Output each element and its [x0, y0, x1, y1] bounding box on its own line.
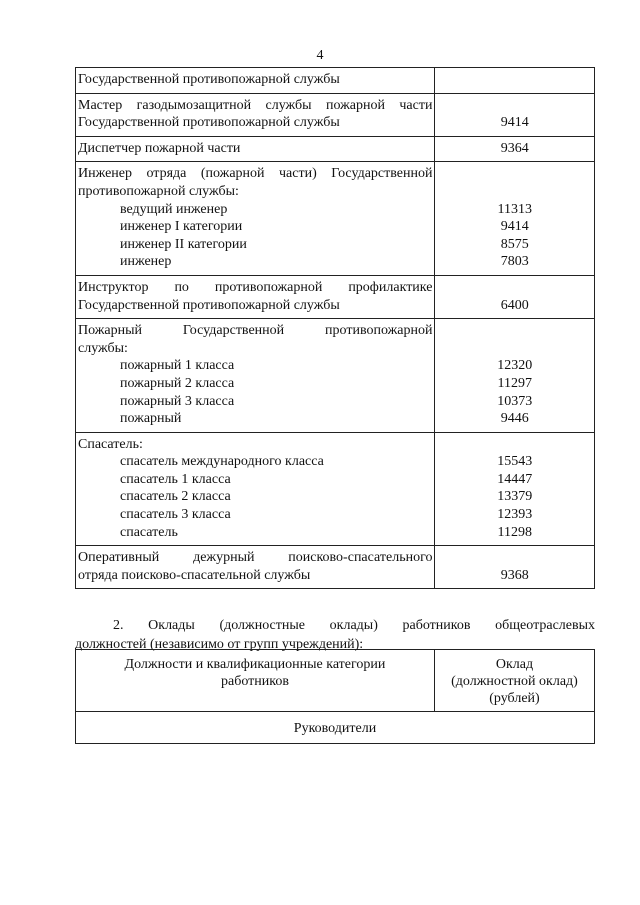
position-cell — [76, 319, 435, 433]
section-row — [76, 712, 595, 744]
position-title-line: отряда поисково-спасательной службы — [78, 567, 311, 583]
position-cell — [76, 162, 435, 276]
sub-position-label: пожарный 2 класса — [120, 375, 235, 391]
position-title-line: Инженер отряда (пожарной части) Государственной — [78, 166, 433, 182]
position-title-line: Инструктор по противопожарной профилактике — [78, 279, 433, 295]
section-2-intro-line-2: должностей (независимо от групп учреждений): — [75, 637, 364, 652]
salary-cell — [435, 432, 595, 546]
salary-cell — [435, 68, 595, 94]
position-title-line: Диспетчер пожарной части — [78, 140, 241, 156]
position-cell — [76, 432, 435, 546]
table-row — [76, 93, 595, 136]
general-positions-salary-table — [75, 649, 595, 744]
header-position-line-2: работников — [220, 674, 289, 689]
sub-position-label: спасатель — [120, 524, 178, 540]
salary-cell — [435, 546, 595, 589]
header-salary-line-3: (рублей) — [489, 691, 540, 706]
position-title-line: Мастер газодымозащитной службы пожарной части — [78, 97, 433, 113]
table-row — [76, 68, 595, 94]
position-title-line: Государственной противопожарной службы — [78, 72, 340, 87]
sub-position-label: инженер II категории — [120, 236, 247, 252]
position-title-line: Спасатель: — [78, 436, 143, 452]
position-title-line: службы: — [78, 340, 128, 356]
sub-position-label: инженер I категории — [120, 219, 243, 235]
salary-cell — [435, 275, 595, 318]
table-row — [76, 319, 595, 433]
salary-value: 9414 — [500, 115, 529, 131]
salary-value: 9364 — [500, 140, 529, 156]
sub-position-label: спасатель 3 класса — [120, 507, 231, 523]
salary-cell — [435, 93, 595, 136]
salary-value: 6400 — [500, 297, 529, 313]
salary-value: 8575 — [500, 236, 529, 252]
position-title-line: Государственной противопожарной службы — [78, 115, 340, 131]
position-title-line: Оперативный дежурный поисково-спасательного — [78, 550, 433, 566]
salary-cell — [435, 162, 595, 276]
salary-value: 7803 — [500, 254, 529, 270]
salary-value: 11298 — [497, 524, 532, 540]
salary-value: 11297 — [497, 375, 532, 391]
sub-position-label: спасатель 1 класса — [120, 471, 231, 487]
salary-value: 14447 — [497, 471, 533, 487]
position-title-line: Пожарный Государственной противопожарной — [78, 323, 433, 339]
sub-position-label: ведущий инженер — [120, 201, 228, 217]
header-salary-cell — [434, 650, 594, 712]
page-number: 4 — [316, 48, 324, 63]
section-title-managers: Руководители — [76, 712, 595, 744]
position-cell — [76, 546, 435, 589]
position-cell — [76, 68, 435, 94]
salary-value: 12320 — [497, 358, 533, 374]
table-header-row — [76, 650, 595, 712]
header-position-line-1: Должности и квалификационные категории — [124, 657, 386, 672]
position-cell — [76, 136, 435, 162]
salary-value: 9414 — [500, 219, 529, 235]
table-row — [76, 162, 595, 276]
header-position-cell — [76, 650, 435, 712]
sub-position-label: спасатель 2 класса — [120, 489, 231, 505]
salary-value: 11313 — [497, 201, 532, 217]
position-title-line: противопожарной службы: — [78, 183, 239, 199]
header-salary-line-1: Оклад — [495, 657, 534, 672]
salary-value: 9368 — [500, 567, 529, 583]
sub-position-label: спасатель международного класса — [120, 454, 324, 470]
table-row — [76, 136, 595, 162]
salary-table-continued — [75, 67, 595, 589]
sub-position-label: инженер — [120, 254, 172, 270]
header-salary-line-2: (должностной оклад) — [451, 674, 578, 689]
table-row — [76, 432, 595, 546]
salary-value: 13379 — [497, 489, 533, 505]
position-cell — [76, 93, 435, 136]
position-title-line: Государственной противопожарной службы — [78, 297, 340, 313]
section-2-intro-line-1: 2. Оклады (должностные оклады) работников общеотраслевых — [113, 618, 595, 633]
sub-position-label: пожарный 1 класса — [120, 358, 235, 374]
salary-cell — [435, 136, 595, 162]
sub-position-label: пожарный — [120, 411, 182, 427]
table-row — [76, 546, 595, 589]
sub-position-label: пожарный 3 класса — [120, 393, 235, 409]
salary-value: 15543 — [497, 454, 533, 470]
salary-value: 12393 — [497, 507, 533, 523]
salary-value: 9446 — [500, 411, 529, 427]
salary-cell — [435, 319, 595, 433]
salary-value: 10373 — [497, 393, 533, 409]
position-cell — [76, 275, 435, 318]
table-row — [76, 275, 595, 318]
